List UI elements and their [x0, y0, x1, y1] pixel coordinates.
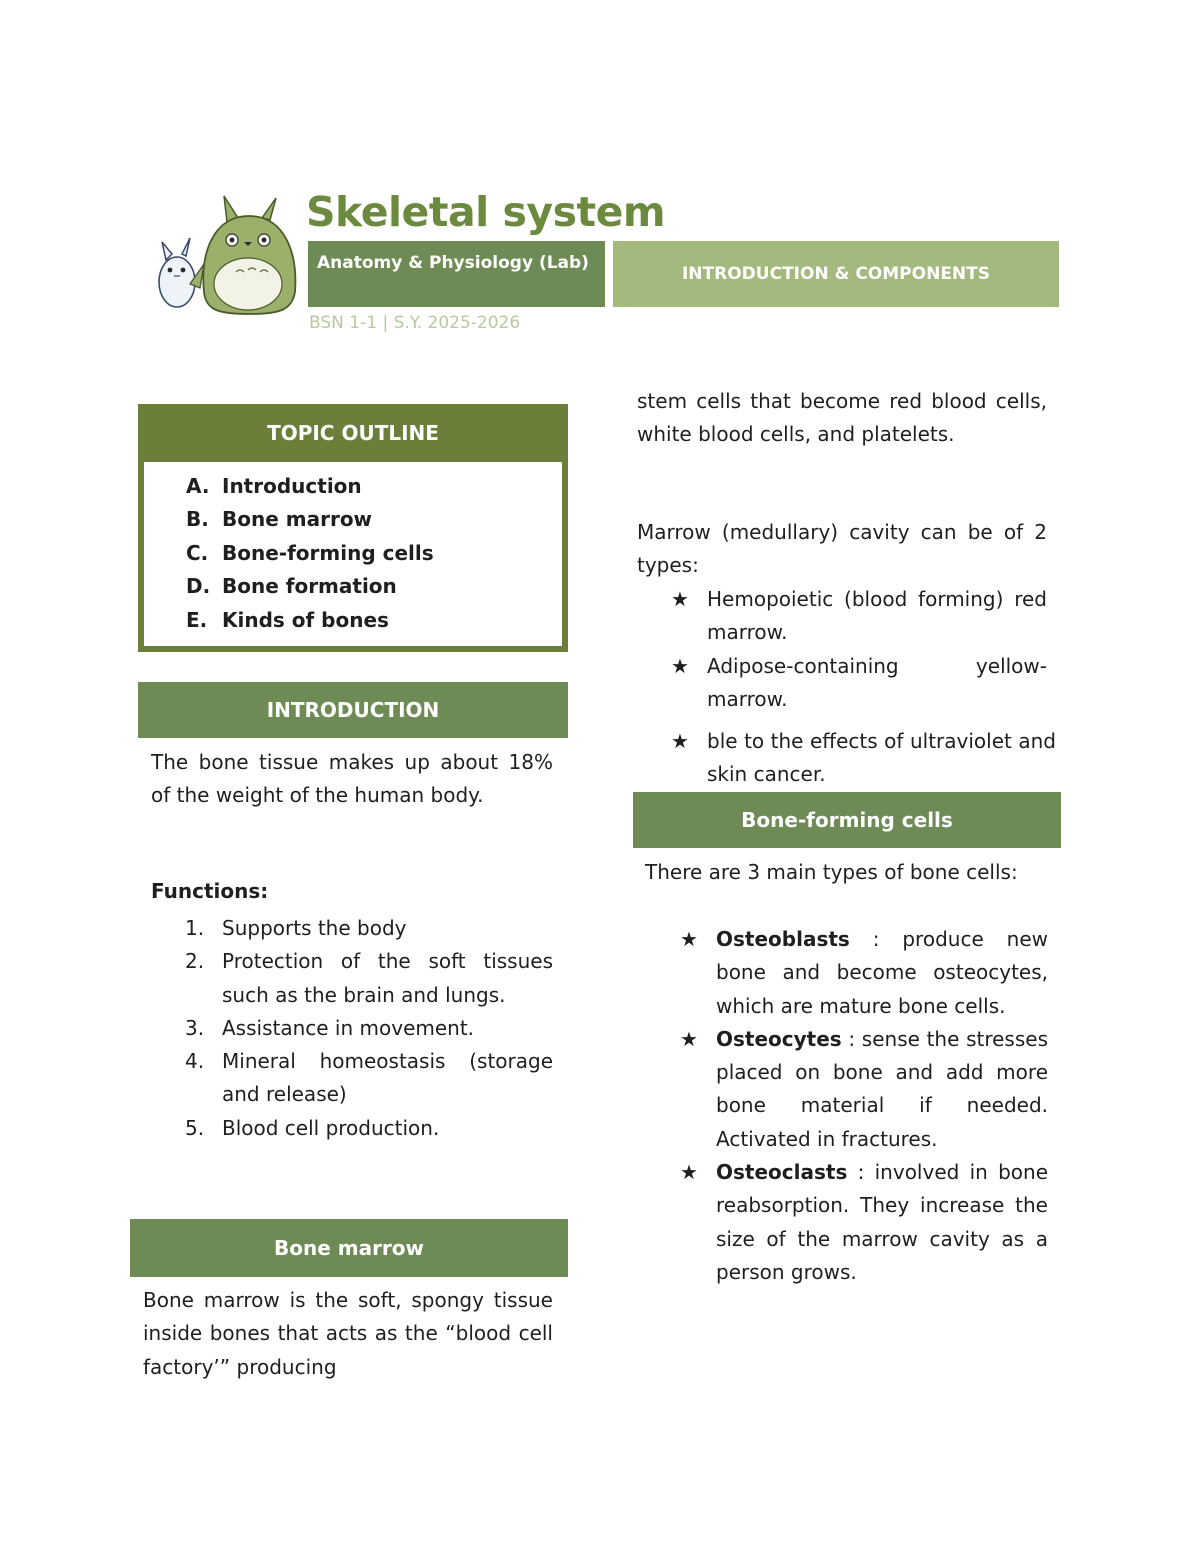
star-icon: ★ — [671, 587, 689, 611]
introduction-text: The bone tissue makes up about 18% of the weight of the human body. — [151, 750, 553, 808]
functions-list — [185, 912, 553, 1145]
marrow-extra-list — [671, 725, 1056, 792]
marrow-types-list — [671, 583, 1047, 716]
function-item: 2. Protection of the soft tissues such as the brain and lungs. — [185, 949, 553, 1007]
document-title: Skeletal system — [306, 188, 666, 236]
bone-marrow-text: Bone marrow is the soft, spongy tissue inside bones that acts as the “blood cell factory’” producing — [143, 1288, 553, 1379]
star-icon: ★ — [680, 927, 698, 951]
cell-name: Osteoblasts — [716, 927, 850, 951]
subject-label: Anatomy & Physiology (Lab) — [308, 241, 605, 307]
marrow-type-item: ★ Adipose-containing yellow-marrow. — [671, 650, 1047, 717]
star-icon: ★ — [680, 1160, 698, 1185]
bone-cells-list — [680, 923, 1048, 1289]
function-item: 5. Blood cell production. — [185, 1115, 440, 1140]
cell-name: Osteoclasts — [716, 1160, 848, 1185]
totoro-logo — [152, 192, 302, 317]
star-icon: ★ — [671, 653, 689, 678]
introduction-heading: INTRODUCTION — [138, 682, 568, 738]
topic-outline-heading: TOPIC OUTLINE — [138, 404, 568, 462]
function-item: 3. Assistance in movement. — [185, 1015, 475, 1040]
marrow-type-item: ★ Hemopoietic (blood forming) red marrow. — [671, 583, 1047, 650]
bone-cells-intro: There are 3 main types of bone cells: — [645, 860, 1018, 884]
bone-cell-item: ★ Osteoclasts : involved in bone reabsorption. They increase the size of the marrow cavity as a person grows. — [680, 1156, 1048, 1289]
outline-item: E. Kinds of bones — [186, 607, 389, 632]
bone-marrow-heading: Bone marrow — [130, 1219, 568, 1277]
function-item: 4. Mineral homeostasis (storage and release) — [185, 1049, 553, 1107]
section-label: INTRODUCTION & COMPONENTS — [613, 241, 1059, 307]
outline-item: D. Bone formation — [186, 574, 397, 599]
marrow-type-item: ★ ble to the effects of ultraviolet and skin cancer. — [671, 725, 1056, 792]
functions-heading: Functions: — [151, 879, 269, 903]
topic-outline-list — [186, 470, 434, 637]
outline-item: C. Bone-forming cells — [186, 540, 434, 565]
star-icon: ★ — [680, 1026, 698, 1051]
marrow-types-intro: Marrow (medullary) cavity can be of 2 types: — [637, 520, 1047, 578]
bone-cell-item: ★ Osteocytes : sense the stresses placed on bone and add more bone material if needed. Activated in fractures. — [680, 1023, 1048, 1156]
bone-marrow-continued-text: stem cells that become red blood cells, white blood cells, and platelets. — [637, 389, 1047, 447]
bone-forming-heading: Bone-forming cells — [633, 792, 1061, 848]
cell-name: Osteocytes — [716, 1026, 842, 1051]
outline-item: A. Introduction — [186, 474, 362, 498]
function-item: 1. Supports the body — [185, 916, 407, 940]
class-meta: BSN 1-1 | S.Y. 2025-2026 — [309, 313, 521, 333]
bone-cell-item: ★ Osteoblasts : produce new bone and become osteocytes, which are mature bone cells. — [680, 923, 1048, 1023]
outline-item: B. Bone marrow — [186, 507, 373, 532]
star-icon: ★ — [671, 729, 689, 753]
